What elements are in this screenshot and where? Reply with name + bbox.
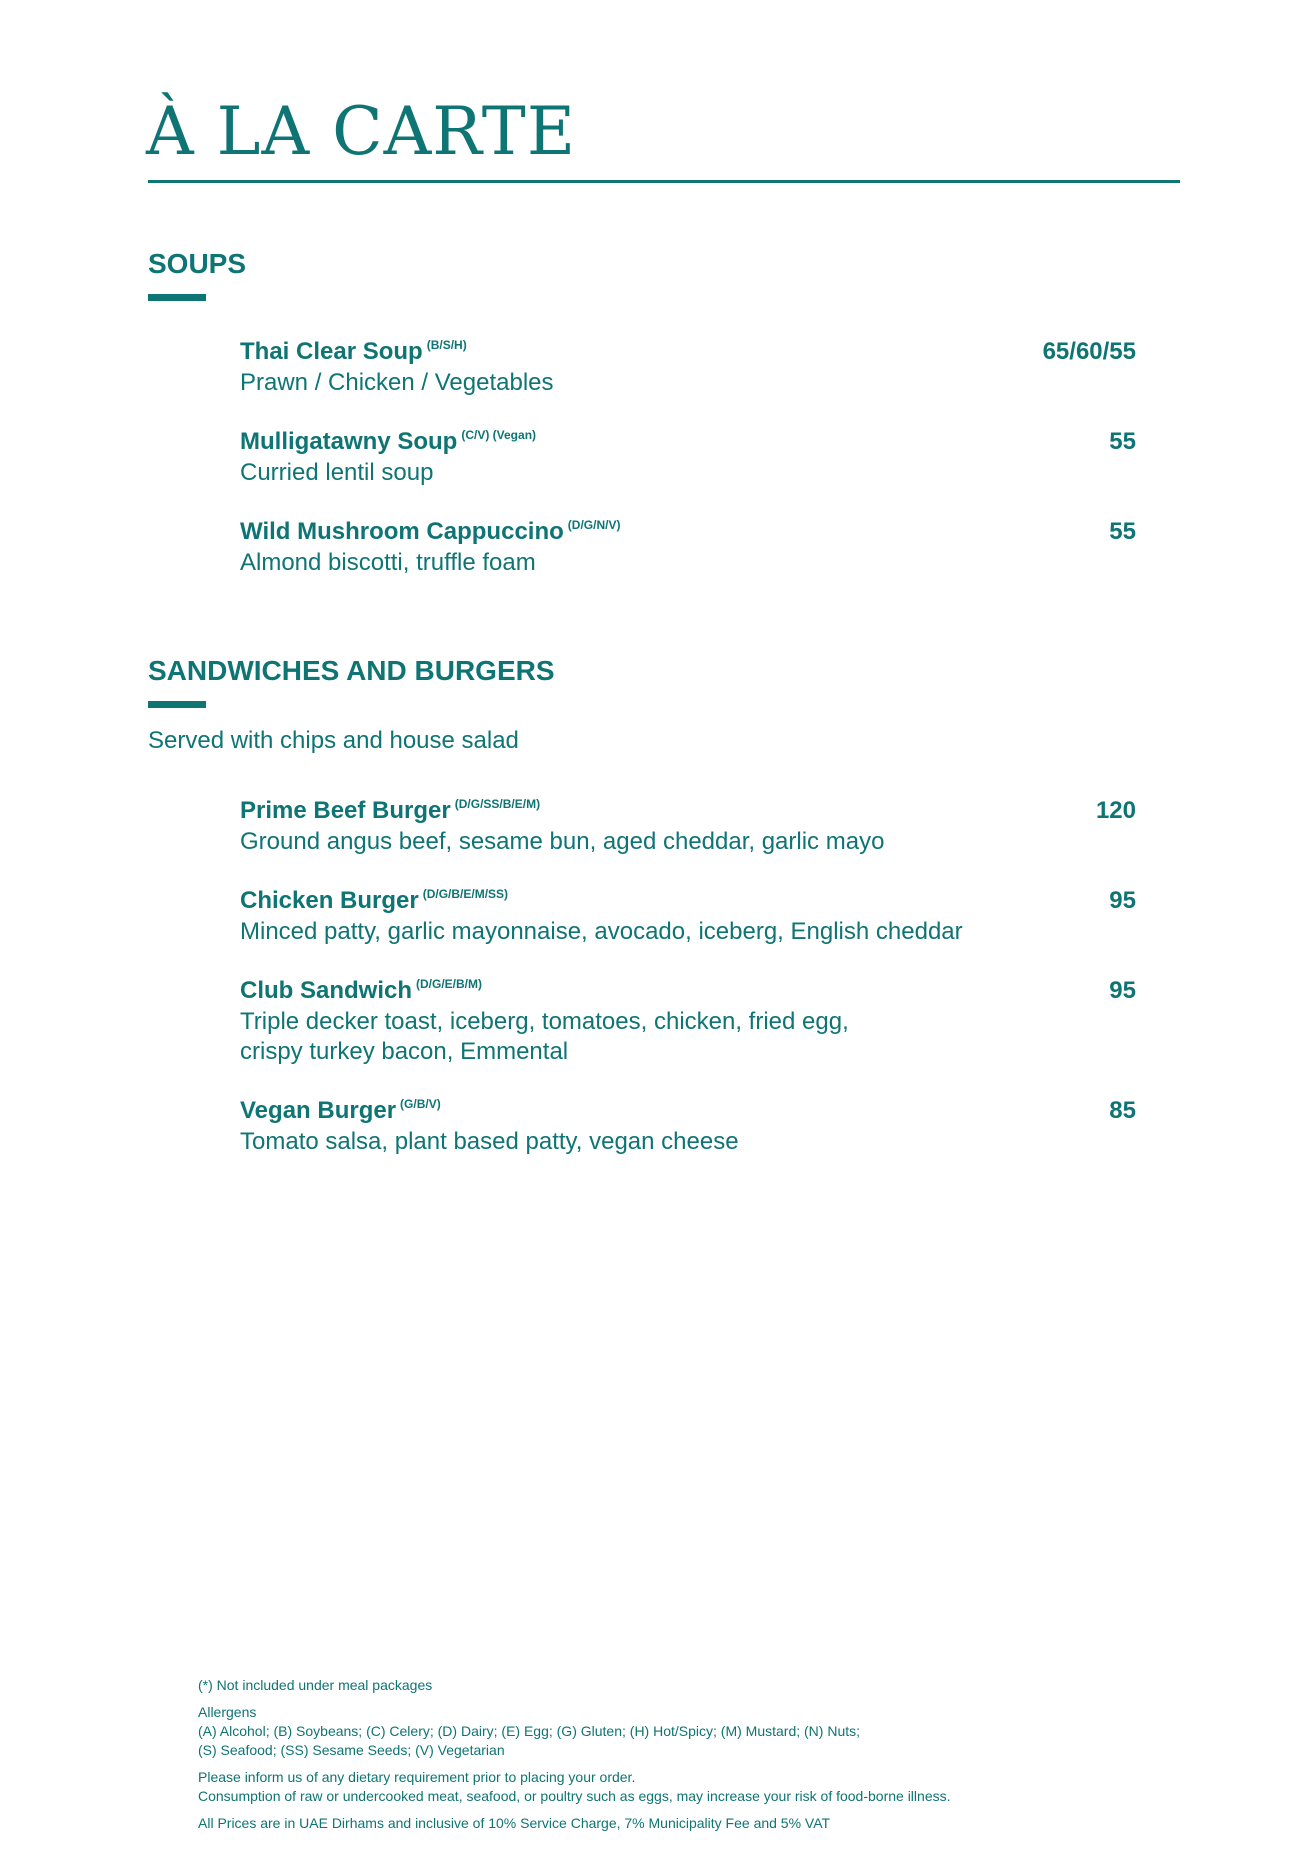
item-name: Thai Clear Soup	[240, 338, 423, 365]
item-name: Club Sandwich	[240, 977, 413, 1004]
item-price: 55	[1109, 518, 1136, 545]
footer-notes	[198, 1676, 1158, 1833]
item-allergens: (D/G/SS/B/E/M)	[454, 797, 541, 811]
item-name: Chicken Burger	[240, 887, 419, 914]
item-price: 85	[1109, 1097, 1136, 1124]
menu-item	[240, 336, 1136, 398]
menu-item	[240, 885, 1136, 947]
item-price: 65/60/55	[1042, 338, 1136, 365]
consumption-note: Consumption of raw or undercooked meat, seafood, or poultry such as eggs, may increase your risk of food-borne illness.	[198, 1788, 951, 1804]
menu-item	[240, 426, 1136, 488]
section-underline	[148, 294, 206, 301]
item-description: Ground angus beef, sesame bun, aged cheddar, garlic mayo	[240, 828, 885, 855]
item-price: 120	[1095, 797, 1136, 824]
menu-item	[240, 795, 1136, 857]
menu-item	[240, 975, 1136, 1067]
item-price: 95	[1109, 887, 1136, 914]
item-description: Minced patty, garlic mayonnaise, avocado, iceberg, English cheddar	[240, 918, 963, 945]
item-allergens: (D/G/E/B/M)	[416, 977, 483, 991]
item-price: 95	[1109, 977, 1136, 1004]
section-note: Served with chips and house salad	[148, 727, 519, 754]
section-title: SOUPS	[148, 248, 247, 279]
menu-item	[240, 1095, 1136, 1157]
prices-note: All Prices are in UAE Dirhams and inclusive of 10% Service Charge, 7% Municipality Fee and 5% VAT	[198, 1815, 831, 1831]
item-description: Prawn / Chicken / Vegetables	[240, 369, 554, 396]
page-title: À LA CARTE	[146, 93, 577, 170]
item-description: Tomato salsa, plant based patty, vegan cheese	[240, 1128, 739, 1155]
item-allergens: (D/G/B/E/M/SS)	[422, 887, 509, 901]
item-allergens: (C/V) (Vegan)	[461, 428, 537, 442]
section-underline	[148, 701, 206, 708]
section-soups-header	[148, 246, 1180, 301]
item-description: crispy turkey bacon, Emmental	[240, 1038, 569, 1065]
item-allergens: (D/G/N/V)	[567, 518, 621, 532]
allergens-list: (S) Seafood; (SS) Sesame Seeds; (V) Vegetarian	[198, 1742, 505, 1758]
item-name: Prime Beef Burger	[240, 797, 451, 824]
section-title: SANDWICHES AND BURGERS	[148, 655, 555, 686]
item-price: 55	[1109, 428, 1136, 455]
item-allergens: (B/S/H)	[426, 338, 467, 352]
item-description: Curried lentil soup	[240, 459, 434, 486]
allergens-title: Allergens	[198, 1704, 257, 1720]
item-name: Vegan Burger	[240, 1097, 397, 1124]
item-name: Mulligatawny Soup	[240, 428, 458, 455]
item-name: Wild Mushroom Cappuccino	[240, 518, 564, 545]
meal-package-note: (*) Not included under meal packages	[198, 1677, 433, 1693]
allergens-list: (A) Alcohol; (B) Soybeans; (C) Celery; (D) Dairy; (E) Egg; (G) Gluten; (H) Hot/Spicy; (M) Mustard; (N) Nuts;	[198, 1723, 861, 1739]
menu-item	[240, 516, 1136, 578]
item-description: Almond biscotti, truffle foam	[240, 549, 536, 576]
title-divider	[148, 180, 1180, 183]
section-sandwiches-header	[148, 653, 1180, 756]
item-description: Triple decker toast, iceberg, tomatoes, chicken, fried egg,	[240, 1008, 849, 1035]
item-allergens: (G/B/V)	[400, 1097, 441, 1111]
dietary-note: Please inform us of any dietary requirement prior to placing your order.	[198, 1769, 636, 1785]
